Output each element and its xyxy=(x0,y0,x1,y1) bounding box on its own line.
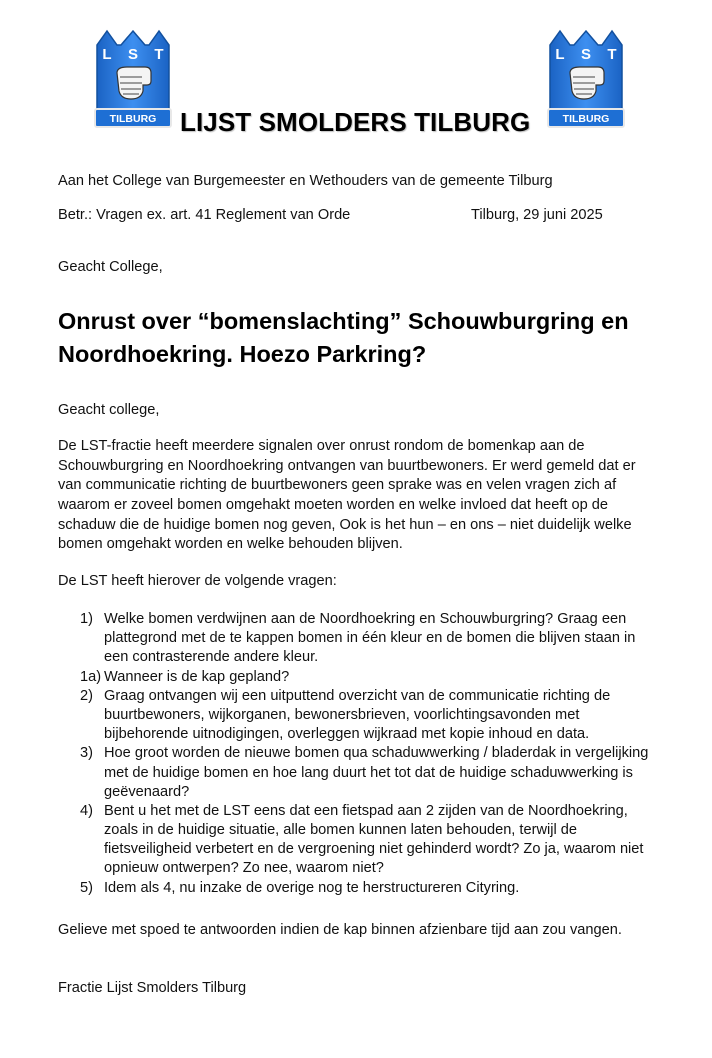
question-line: geëvenaard? xyxy=(104,783,190,800)
lst-logo-left xyxy=(93,27,173,131)
question-line: Hoe groot worden de nieuwe bomen qua schaduwwerking / bladerdak in vergelijking xyxy=(104,745,649,762)
svg-text:S: S xyxy=(127,46,139,63)
lst-logo-right xyxy=(546,27,626,131)
place-date: Tilburg, 29 juni 2025 xyxy=(471,207,603,223)
intro-paragraph xyxy=(58,437,636,555)
question-line: Bent u het met de LST eens dat een fietspad aan 2 zijden van de Noordhoekring, xyxy=(104,802,628,819)
question-number: 5) xyxy=(80,879,93,896)
questions-list xyxy=(58,610,648,898)
paragraph-line: bomen omgehakt worden en welke behouden blijven. xyxy=(58,536,403,553)
question-item xyxy=(58,802,648,879)
svg-text:L: L xyxy=(555,46,565,63)
addressee: Aan het College van Burgemeester en Wethouders van de gemeente Tilburg xyxy=(58,173,553,189)
svg-text:TILBURG: TILBURG xyxy=(109,113,157,125)
lst-fist-logo-icon xyxy=(93,27,173,131)
question-number: 1a) xyxy=(80,668,102,685)
question-number: 3) xyxy=(80,745,93,762)
paragraph-line: schaduw die de huidige bomen nog geven, Ook is het hun – en ons – niet duidelijk welke xyxy=(58,516,632,533)
svg-text:T: T xyxy=(154,46,164,63)
question-item xyxy=(58,744,648,802)
svg-text:TILBURG: TILBURG xyxy=(562,113,610,125)
question-line: buurtbewoners, wijkorganen, bewonersbrieven, voorlichtingsavonden met xyxy=(104,706,580,723)
svg-text:L: L xyxy=(102,46,112,63)
subject-line: Betr.: Vragen ex. art. 41 Reglement van Orde xyxy=(58,207,351,223)
heading-line: Noordhoekring. Hoezo Parkring? xyxy=(58,341,427,367)
closing-sentence: Gelieve met spoed te antwoorden indien de kap binnen afzienbare tijd aan zou vangen. xyxy=(58,922,622,938)
svg-text:S: S xyxy=(580,46,592,63)
salutation: Geacht college, xyxy=(58,402,160,418)
questions-intro: De LST heeft hierover de volgende vragen: xyxy=(58,573,337,589)
question-line: Graag ontvangen wij een uitputtend overzicht van de communicatie richting de xyxy=(104,687,611,704)
question-item xyxy=(58,687,648,745)
question-item xyxy=(58,668,648,687)
question-number: 4) xyxy=(80,802,93,819)
question-number: 2) xyxy=(80,687,93,704)
question-line: plattegrond met de te kappen bomen in één kleur en de bomen die blijven staan in xyxy=(104,630,636,647)
question-line: Wanneer is de kap gepland? xyxy=(104,668,290,685)
letter-heading xyxy=(58,305,629,371)
heading-line: Onrust over “bomenslachting” Schouwburgring en xyxy=(58,308,629,334)
org-title: LIJST SMOLDERS TILBURG xyxy=(180,107,531,137)
question-line: met de huidige bomen en hoe lang duurt het tot dat de huidige schaduwwerking is xyxy=(104,764,633,781)
question-line: fietsveiligheid verbetert en de vergroening niet gehinderd wordt? Zo ja, waarom niet xyxy=(104,841,644,858)
question-line: opnieuw ontwerpen? Zo nee, waarom niet? xyxy=(104,860,384,877)
question-line: bijbehorende uitnodigingen, overleggen wijkraad met kopie inhoud en data. xyxy=(104,726,590,743)
question-item xyxy=(58,879,648,898)
paragraph-line: waarom er zoveel bomen omgehakt moeten worden en welke invloed dat heeft op de xyxy=(58,497,609,514)
question-number: 1) xyxy=(80,611,93,627)
signature: Fractie Lijst Smolders Tilburg xyxy=(58,980,247,996)
salutation-top: Geacht College, xyxy=(58,259,163,275)
question-line: een contrasterende andere kleur. xyxy=(104,649,319,666)
svg-text:T: T xyxy=(607,46,617,63)
lst-fist-logo-icon xyxy=(546,27,626,131)
paragraph-line: van communicatie richting de buurtbewoners geen sprake was en velen vragen zich af xyxy=(58,477,617,494)
question-line: Idem als 4, nu inzake de overige nog te herstructureren Cityring. xyxy=(104,879,520,896)
paragraph-line: De LST-fractie heeft meerdere signalen over onrust rondom de bomenkap aan de xyxy=(58,438,585,454)
paragraph-line: Schouwburgring en Noordhoekring ontvangen van buurtbewoners. Er werd gemeld dat er xyxy=(58,457,636,474)
question-line: Welke bomen verdwijnen aan de Noordhoekring en Schouwburgring? Graag een xyxy=(104,611,627,627)
question-item xyxy=(58,610,648,668)
question-line: zoals in de huidige situatie, alle bomen kunnen laten behouden, terwijl de xyxy=(104,822,577,839)
